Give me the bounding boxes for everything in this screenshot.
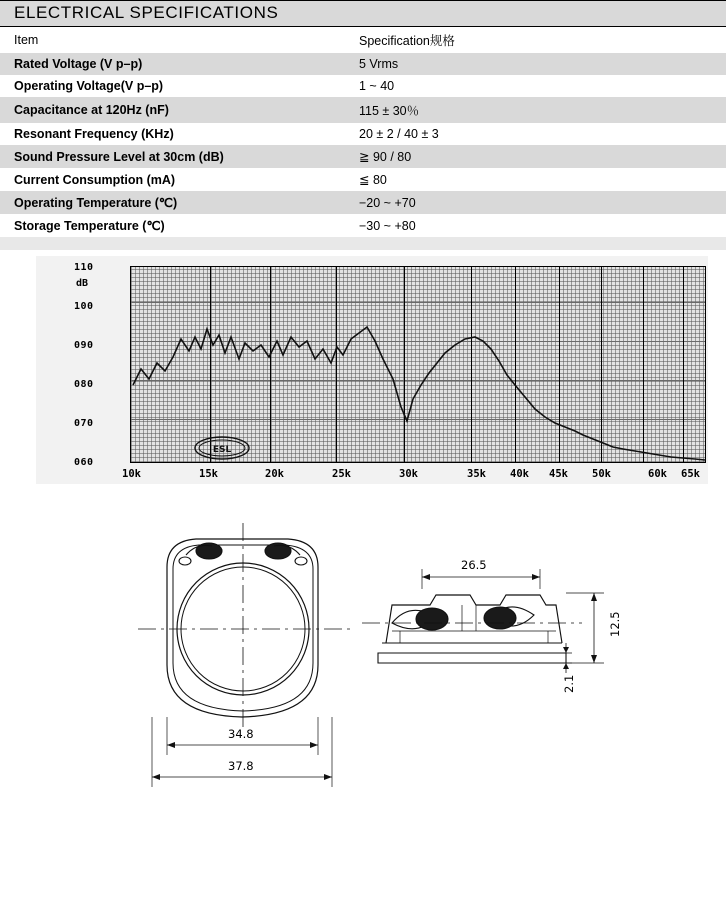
mechanical-drawings-section <box>0 505 726 835</box>
x-tick-label: 30k <box>399 468 418 480</box>
table-row <box>0 123 726 145</box>
row-item-value: 20 ± 2 / 40 ± 3 <box>345 123 726 145</box>
y-tick-label: 080 <box>74 379 94 390</box>
x-tick-label: 20k <box>265 468 284 480</box>
electrical-specifications-section <box>0 0 726 255</box>
table-row <box>0 145 726 168</box>
side-view-drawing <box>362 569 604 673</box>
dimension-label-outer-diameter: 37.8 <box>228 759 254 773</box>
table-header-row <box>0 27 726 53</box>
chart-y-unit-label: dB <box>76 278 89 289</box>
dimension-label-inner-diameter: 34.8 <box>228 727 254 741</box>
chart-plot-area <box>130 266 706 463</box>
y-tick-label: 090 <box>74 340 94 351</box>
column-header-item: Item <box>0 27 345 53</box>
front-view-drawing <box>138 523 352 787</box>
x-tick-label: 45k <box>549 468 568 480</box>
table-row <box>0 97 726 123</box>
y-tick-label: 100 <box>74 301 94 312</box>
row-item-label: Capacitance at 120Hz (nF) <box>0 97 345 123</box>
x-tick-label: 15k <box>199 468 218 480</box>
dimension-label-width: 26.5 <box>461 558 487 572</box>
row-item-label: Storage Temperature (℃) <box>0 214 345 237</box>
y-tick-label: 070 <box>74 418 94 429</box>
row-item-value: ≧ 90 / 80 <box>345 145 726 168</box>
dimension-label-height: 12.5 <box>608 611 622 637</box>
specifications-table <box>0 27 726 237</box>
row-item-value: −20 ~ +70 <box>345 191 726 214</box>
row-item-value: 5 Vrms <box>345 53 726 75</box>
manufacturer-stamp-icon <box>193 435 251 461</box>
row-item-label: Sound Pressure Level at 30cm (dB) <box>0 145 345 168</box>
row-item-value: −30 ~ +80 <box>345 214 726 237</box>
y-tick-label: 110 <box>74 262 94 273</box>
svg-text:ESL: ESL <box>212 445 232 455</box>
x-tick-label: 25k <box>332 468 351 480</box>
section-title: ELECTRICAL SPECIFICATIONS <box>0 0 726 27</box>
table-row <box>0 214 726 237</box>
row-item-label: Resonant Frequency (KHz) <box>0 123 345 145</box>
x-tick-label: 65k <box>681 468 700 480</box>
table-row <box>0 53 726 75</box>
dimension-label-flange: 2.1 <box>562 674 576 693</box>
table-row <box>0 191 726 214</box>
frequency-response-chart <box>0 250 726 495</box>
x-tick-label: 50k <box>592 468 611 480</box>
column-header-specification: Specification规格 <box>345 27 726 53</box>
table-row <box>0 168 726 191</box>
drawing-canvas <box>0 505 726 835</box>
row-item-label: Operating Temperature (℃) <box>0 191 345 214</box>
x-tick-label: 35k <box>467 468 486 480</box>
row-item-value: 1 ~ 40 <box>345 75 726 97</box>
row-item-label: Current Consumption (mA) <box>0 168 345 191</box>
x-tick-label: 40k <box>510 468 529 480</box>
y-tick-label: 060 <box>74 457 94 468</box>
table-row <box>0 75 726 97</box>
row-item-label: Rated Voltage (V p–p) <box>0 53 345 75</box>
x-tick-label: 10k <box>122 468 141 480</box>
row-item-label: Operating Voltage(V p–p) <box>0 75 345 97</box>
chart-background <box>36 256 708 484</box>
row-item-value: ≦ 80 <box>345 168 726 191</box>
x-tick-label: 60k <box>648 468 667 480</box>
row-item-value: 115 ± 30％ <box>345 97 726 123</box>
